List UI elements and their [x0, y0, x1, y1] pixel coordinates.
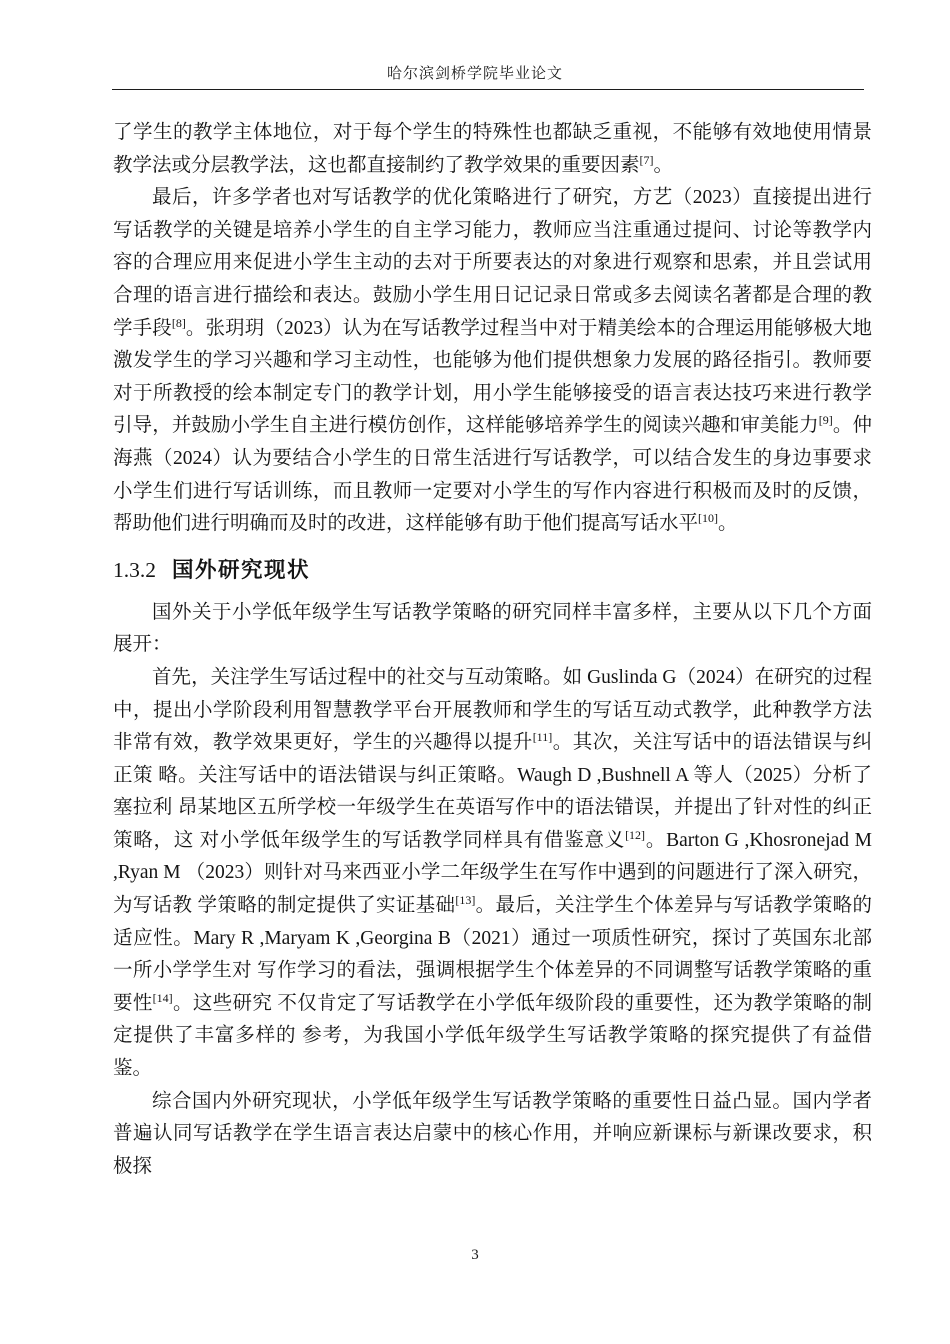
paragraph-optimization-strategies — [113, 182, 872, 541]
paragraph-summary — [113, 1086, 872, 1184]
paragraph-text: 。这些研究 不仅肯定了写话教学在小学低年级阶段的重要性，还为教学策略的制定提供了丰富多样的 参考，为我国小学低年级学生写话教学策略的探究提供了有益借鉴。 — [113, 992, 872, 1080]
paragraph-text: 。Barton G ,Khosronejad M ,Ryan M （2023）则针对马来西亚小学二年级学生在写作中遇到的问题进行了深入研究，为写话教 学策略的制定提供了实证基础 — [113, 829, 872, 917]
citation-ref-8: [8] — [171, 315, 186, 330]
section-title: 国外研究现状 — [172, 557, 311, 582]
paragraph-foreign-overview — [113, 597, 872, 662]
section-heading-1-3-2 — [113, 554, 872, 587]
paragraph-foreign-studies — [113, 662, 872, 1086]
paragraph-text: 首先，关注学生写话过程中的社交与互动策略。如 Guslinda G（2024）在研究的过程中，提出小学阶段利用智慧教学平台开展教师和学生的写话互动式教学，此种教学方法非常有效，教学效果更好，学生的兴趣得以提升 — [113, 666, 872, 754]
header-rule — [112, 89, 864, 90]
page-body — [113, 117, 872, 1183]
paragraph-text: 综合国内外研究现状，小学低年级学生写话教学策略的重要性日益凸显。国内学者普遍认同写话教学在学生语言表达启蒙中的核心作用，并响应新课标与新课改要求，积极探 — [113, 1090, 872, 1177]
citation-ref-14: [14] — [152, 990, 173, 1005]
paragraph-text: 国外关于小学低年级学生写话教学策略的研究同样丰富多样，主要从以下几个方面展开： — [113, 601, 872, 656]
paragraph-domestic-factors — [113, 117, 872, 182]
paragraph-text: 。仲海燕（2024）认为要结合小学生的日常生活进行写话教学，可以结合发生的身边事要求小学生们进行写话训练，而且教师一定要对小学生的写作内容进行积极而及时的反馈，帮助他们进行明确而及时的改进，这样能够有助于他们提高写话水平 — [113, 415, 872, 535]
page-header — [0, 0, 950, 90]
paragraph-text: 最后，许多学者也对写话教学的优化策略进行了研究，方艺（2023）直接提出进行写话教学的关键是培养小学生的自主学习能力，教师应当注重通过提问、讨论等教学内容的合理应用来促进小学生主动的去对于所要表达的对象进行观察和思索，并且尝试用合理的语言进行描绘和表达。鼓励小学生用日记记录日常或多去阅读名著都是合理的教学手段 — [113, 187, 872, 339]
citation-ref-11: [11] — [532, 730, 553, 745]
citation-ref-13: [13] — [455, 893, 476, 908]
paragraph-text: 。其次，关注写话中的语法错误与纠正策 略。关注写话中的语法错误与纠正策略。Waugh D ,Bushnell A 等人（2025）分析了塞拉利 昂某地区五所学校一年级学生在英语写作中的语法错误，并提出了针对性的纠正策略，这 对小学低年级学生的写话教学同样具有借鉴意义 — [113, 732, 872, 851]
paragraph-text: 了学生的教学主体地位，对于每个学生的特殊性也都缺乏重视，不能够有效地使用情景教学法或分层教学法，这也都直接制约了教学效果的重要因素 — [113, 122, 872, 176]
paragraph-text: 。张玥玥（2023）认为在写话教学过程当中对于精美绘本的合理运用能够极大地激发学生的学习兴趣和学习主动性，也能够为他们提供想象力发展的路径指引。教师要对于所教授的绘本制定专门的教学计划，用小学生能够接受的语言表达技巧来进行教学引导，并鼓励小学生自主进行模仿创作，这样能够培养学生的阅读兴趣和审美能力 — [113, 317, 872, 437]
paragraph-text: 。 — [718, 513, 738, 535]
paragraph-text: 。 — [653, 154, 674, 176]
section-number: 1.3.2 — [113, 557, 156, 582]
page-number: 3 — [471, 1247, 479, 1263]
citation-ref-7: [7] — [639, 152, 654, 167]
citation-ref-10: [10] — [698, 511, 719, 526]
citation-ref-9: [9] — [818, 413, 833, 428]
paragraph-text: 。最后，关注学生个体差异与写话教学策略的适应性。Mary R ,Maryam K ,Georgina B（2021）通过一项质性研究，探讨了英国东北部一所小学学生对 写作学习的看法，强调根据学生个体差异的不同调整写话教学策略的重要性 — [113, 895, 872, 1014]
header-title: 哈尔滨剑桥学院毕业论文 — [386, 66, 563, 82]
citation-ref-12: [12] — [625, 827, 646, 842]
